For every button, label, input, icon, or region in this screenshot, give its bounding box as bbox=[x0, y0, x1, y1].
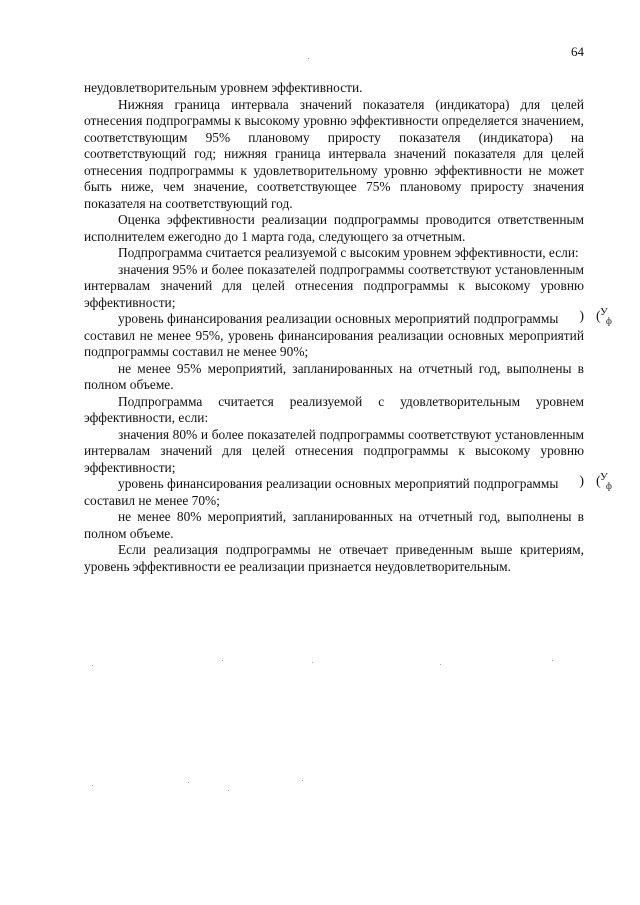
paragraph-10 bbox=[84, 471, 612, 509]
formula-subscript: ф bbox=[606, 316, 612, 326]
scan-speck bbox=[302, 780, 303, 781]
paragraph-11: не менее 80% мероприятий, запланированных на отчетный год, выполнены в полном объеме. bbox=[84, 509, 584, 541]
scan-speck bbox=[92, 665, 93, 666]
paragraph-10-continuation: составил не менее 70%; bbox=[84, 492, 220, 508]
paragraph-4: Подпрограмма считается реализуемой с высоким уровнем эффективности, если: bbox=[118, 245, 579, 260]
scan-speck bbox=[312, 662, 313, 663]
formula-paren-close: ) bbox=[579, 309, 584, 324]
paragraph-7: не менее 95% мероприятий, запланированных на отчетный год, выполнены в полном объеме. bbox=[84, 360, 584, 392]
formula-paren-open: ( bbox=[596, 474, 601, 489]
paragraph-6-text: уровень финансирования реализации основных мероприятий подпрограммы bbox=[118, 311, 559, 326]
paragraph-6-continuation: составил не менее 95%, уровень финансирования реализации основных мероприятий подпрограммы составил не менее 90%; bbox=[84, 327, 584, 359]
formula-letter: У bbox=[600, 471, 608, 483]
paragraph-8: Подпрограмма считается реализуемой с удовлетворительным уровнем эффективности, если: bbox=[84, 393, 584, 425]
paragraph-10-text: уровень финансирования реализации основных мероприятий подпрограммы bbox=[118, 476, 559, 491]
formula-paren-open: ( bbox=[596, 309, 601, 324]
funding-level-formula-2 bbox=[562, 471, 612, 491]
scan-speck bbox=[552, 660, 553, 661]
scan-speck bbox=[228, 790, 229, 791]
paragraph-5: значения 95% и более показателей подпрограммы соответствуют установленным интервалам значений для целей отнесения подпрограммы к высокому уровню эффективности; bbox=[84, 261, 584, 310]
paragraph-12: Если реализация подпрограммы не отвечает приведенным выше критериям, уровень эффективности ее реализации признается неудовлетворительным. bbox=[84, 542, 584, 574]
paragraph-9: значения 80% и более показателей подпрограммы соответствуют установленным интервалам значений для целей отнесения подпрограммы к высокому уровню эффективности; bbox=[84, 426, 584, 475]
scan-speck bbox=[222, 660, 223, 661]
page-number: 64 bbox=[571, 44, 584, 59]
scan-speck bbox=[92, 785, 93, 786]
paragraph-2: Нижняя граница интервала значений показателя (индикатора) для целей отнесения подпрограммы к высокому уровню эффективности определяется значением, соответствующим 95% плановому приросту показателя (индикатора) на соответствующий год; нижняя граница интервала значений показателя для целей отнесения подпрограммы к удовлетворительному уровню эффективности не может быть ниже, чем значение, соответствующее 75% плановому приросту значения показателя на соответствующий год. bbox=[84, 96, 584, 211]
formula-letter: У bbox=[600, 306, 608, 318]
paragraph-6 bbox=[84, 306, 612, 361]
funding-level-formula bbox=[562, 306, 612, 326]
paragraph-1: неудовлетворительным уровнем эффективности. bbox=[84, 80, 363, 95]
scan-speck bbox=[188, 782, 189, 783]
scan-speck bbox=[440, 664, 441, 665]
scan-speck bbox=[308, 58, 309, 59]
formula-paren-close: ) bbox=[579, 474, 584, 489]
formula-subscript: ф bbox=[606, 481, 612, 491]
paragraph-3: Оценка эффективности реализации подпрограммы проводится ответственным исполнителем ежегодно до 1 марта года, следующего за отчетным. bbox=[84, 212, 584, 244]
document-body bbox=[84, 80, 612, 575]
